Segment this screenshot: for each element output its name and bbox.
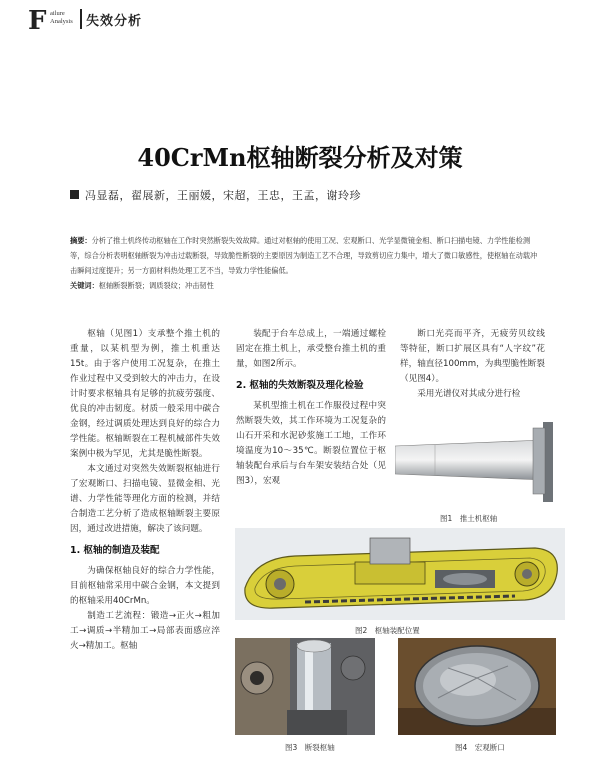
- body-column-1: [70, 327, 220, 654]
- keywords: [70, 281, 540, 291]
- track-frame-assembly-illustration: [235, 528, 565, 620]
- author-marker: [70, 190, 79, 199]
- header-logo-line2: Analysis: [50, 18, 73, 25]
- figure-3-image: [235, 638, 375, 735]
- section-heading: 2. 枢轴的失效断裂及理化检验: [236, 380, 364, 391]
- abstract-label: 摘要：: [70, 236, 92, 245]
- keywords-text: 枢轴断裂断裂；调质裂纹；冲击韧性: [98, 281, 214, 290]
- body-column-3: [400, 327, 545, 402]
- figure-2-image: [235, 528, 565, 620]
- broken-shaft-photo: [235, 638, 375, 735]
- paragraph: 采用光谱仪对其成分进行检: [417, 389, 521, 399]
- figure-1-caption: 图1 推土机枢轴: [440, 514, 498, 523]
- pivot-shaft-illustration: [395, 418, 555, 503]
- figure-4-caption: 图4 宏观断口: [455, 743, 505, 752]
- paragraph: 装配于台车总成上，一端通过螺栓固定在推土机上，承受整台推土机的重量，如图2所示。: [236, 329, 386, 369]
- header-logo-line1: ailure: [50, 10, 65, 17]
- keywords-label: 关键词：: [70, 281, 99, 290]
- paragraph: 为确保枢轴良好的综合力学性能，目前枢轴常采用中碳合金钢，本文提到的枢轴采用40CrMn。: [70, 566, 220, 606]
- figure-4-image: [398, 638, 556, 735]
- paragraph: 某机型推土机在工作服役过程中突然断裂失效，其工作环境为工况复杂的山石开采和水泥砂浆施工工地，工作环境温度为10～35℃。断裂位置位于枢轴装配台承后与台车架安装结合处（见图3），宏观: [236, 401, 386, 486]
- abstract-text: 分析了推土机终传动枢轴在工作时突然断裂失效故障。通过对枢轴的使用工况、宏观断口、光学显微镜金相、断口扫描电镜、力学性能检测等，综合分析表明枢轴断裂为冲击过载断裂，导致脆性断裂的主要原因为制造工艺不合理，导致剪切应力集中，增大了微口敏感性，使枢轴在动载冲击瞬间过度提升；另一方面材料热处理工艺不当，导致力学性能偏低。: [70, 236, 538, 275]
- body-column-2: [236, 327, 386, 489]
- header-logo-text: [50, 10, 73, 26]
- paragraph: 本文通过对突然失效断裂枢轴进行了宏观断口、扫描电镜、显微金相、光谱、力学性能等理化方面的检测，并结合制造工艺分析了造成枢轴断裂主要原因，通过改进措施，解决了该问题。: [70, 464, 220, 534]
- header-logo-letter: F: [28, 6, 47, 36]
- abstract: [70, 233, 540, 278]
- paragraph: 断口光亮而平齐，无疲劳贝纹线等特征，断口扩展区具有“人字纹”花样，轴直径100mm，为典型脆性断裂（见图4）。: [400, 329, 545, 384]
- section-heading: 1. 枢轴的制造及装配: [70, 545, 160, 556]
- header-divider: [80, 9, 82, 29]
- header-section-title: 失效分析: [86, 14, 143, 29]
- fracture-surface-photo: [398, 638, 556, 735]
- paragraph: 枢轴（见图1）支承整个推土机的重量，以某机型为例，推土机重达15t。由于客户使用工况复杂，在推土作业过程中又受到较大的冲击力，在设计时要求枢轴具有足够的抗疲劳强度、优良的冲击韧度。材质一般采用中碳合金钢，经过调质处理达到良好的综合力学性能。枢轴断裂在工程机械部件失效案例中极为罕见，尤其是脆性断裂。: [70, 329, 220, 459]
- figure-2-caption: 图2 枢轴装配位置: [355, 626, 420, 635]
- paragraph: 制造工艺流程：锻造→正火→粗加工→调质→半精加工→局部表面感应淬火→精加工。枢轴: [70, 611, 220, 651]
- figure-3-caption: 图3 断裂枢轴: [285, 743, 335, 752]
- article-title: 40CrMn枢轴断裂分析及对策: [137, 143, 463, 172]
- figure-1-image: [395, 418, 555, 503]
- author-list: 冯显磊，翟展新，王丽媛，宋超，王忠，王孟，谢玲珍: [85, 189, 361, 202]
